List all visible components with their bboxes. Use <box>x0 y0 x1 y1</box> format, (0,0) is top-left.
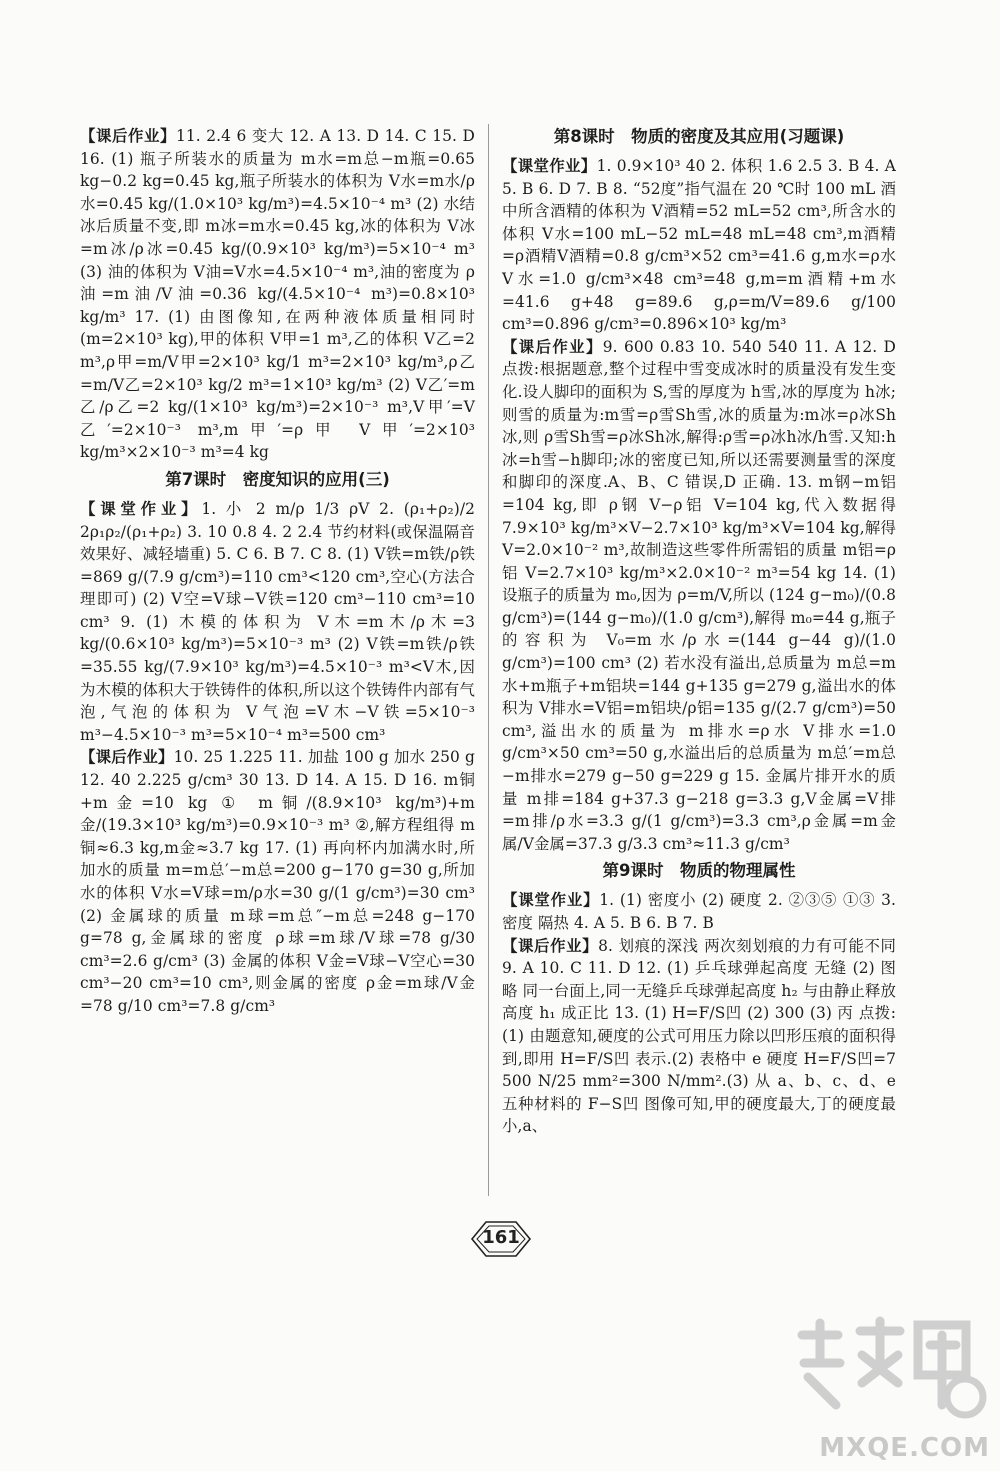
answer-text: 10. 25 1.225 11. 加盐 100 g 加水 250 g 12. 40 2.225 g/cm³ 30 13. D 14. A 15. D 16. m铜+m金=10 kg ① m铜/(8.9×10³ kg/m³)+m金/(19.3×10³ kg/m³)=0.9×10⁻³ m³ ②,解方程组得 m铜≈6.3 kg,m金≈3.7 kg 17. (1) 再向杯内加满水时,所加水的质量 m=m总′−m总=200 g−170 g=30 g,所加水的体积 V水=V球=m/ρ水=30 g/(1 g/cm³)=30 cm³ (2) 金属球的质量 m球=m总″−m总=248 g−170 g=78 g,金属球的密度 ρ球=m球/V球=78 g/30 cm³=2.6 g/cm³ (3) 金属的体积 V金=V球−V空心=30 cm³−20 cm³=10 cm³,则金属的密度 ρ金=m球/V金=78 g/10 cm³=7.8 g/cm³ <box>80 748 475 1015</box>
lesson8-classwork-answers <box>502 155 896 336</box>
page-number: 161 <box>482 1227 520 1248</box>
section-tag: 【课堂作业】 <box>502 891 600 910</box>
left-column <box>80 125 475 1018</box>
answer-text: 1. (1) 密度小 (2) 硬度 2. ②③⑤ ①③ 3. 密度 隔热 4. A 5. B 6. B 7. B <box>502 891 896 932</box>
lesson8-homework-answers <box>502 336 896 856</box>
column-divider <box>488 124 489 1196</box>
lesson9-classwork-answers <box>502 889 896 934</box>
lesson8-heading: 第8课时 物质的密度及其应用(习题课) <box>553 127 845 146</box>
answer-text: 1. 小 2 m/ρ 1/3 ρV 2. (ρ₁+ρ₂)/2 2ρ₁ρ₂/(ρ₁+ρ₂) 3. 10 0.8 4. 2 2.4 节约材料(或保温隔音效果好、减轻墙重) 5. C 6. B 7. C 8. (1) V铁=m铁/ρ铁=869 g/(7.9 g/cm³)=110 cm³<120 cm³,空心(方法合理即可) (2) V空=V球−V铁=120 cm³−110 cm³=10 cm³ 9. (1) 木模的体积为 V木=m木/ρ木=3 kg/(0.6×10³ kg/m³)=5×10⁻³ m³ (2) V铁=m铁/ρ铁=35.55 kg/(7.9×10³ kg/m³)=4.5×10⁻³ m³<V木,因为木模的体积大于铁铸件的体积,所以这个铁铸件内部有气泡,气泡的体积为 V气泡=V木−V铁=5×10⁻³ m³−4.5×10⁻³ m³=5×10⁻⁴ m³=500 cm³ <box>80 499 475 744</box>
section-tag: 【课后作业】 <box>502 337 603 356</box>
answer-text: 9. 600 0.83 10. 540 540 11. A 12. D 点拨:根据题意,整个过程中雪变成冰时的质量没有发生变化.设人脚印的面积为 S,雪的厚度为 h雪,冰的厚度为 h冰;则雪的质量为:m雪=ρ雪Sh雪,冰的质量为:m冰=ρ冰Sh冰,则 ρ雪Sh雪=ρ冰Sh冰,解得:ρ雪=ρ冰h冰/h雪.又知:h冰=h雪−h脚印;冰的密度已知,所以还需要测量雪的深度和脚印的深度.A、B、C 错误,D 正确. 13. m钢−m铝=104 kg,即 ρ钢 V−ρ铝 V=104 kg,代入数据得 7.9×10³ kg/m³×V−2.7×10³ kg/m³×V=104 kg,解得 V=2.0×10⁻² m³,故制造这些零件所需铝的质量 m铝=ρ铝 V=2.7×10³ kg/m³×2.0×10⁻² m³=54 kg 14. (1) 设瓶子的质量为 m₀,因为 ρ=m/V,所以 (124 g−m₀)/(0.8 g/cm³)=(144 g−m₀)/(1.0 g/cm³),解得 m₀=44 g,瓶子的容积为 V₀=m水/ρ水=(144 g−44 g)/(1.0 g/cm³)=100 cm³ (2) 若水没有溢出,总质量为 m总=m水+m瓶子+m铝块=144 g+135 g=279 g,溢出水的体积为 V排水=V铝=m铝块/ρ铝=135 g/(2.7 g/cm³)=50 cm³,溢出水的质量为 m排水=ρ水 V排水=1.0 g/cm³×50 cm³=50 g,水溢出后的总质量为 m总′=m总−m排水=279 g−50 g=229 g 15. 金属片排开水的质量 m排=184 g+37.3 g−218 g=3.3 g,V金属=V排=m排/ρ水=3.3 g/(1 g/cm³)=3.3 cm³,ρ金属=m金属/V金属=37.3 g/3.3 cm³≈11.3 g/cm³ <box>502 337 896 853</box>
lesson7-classwork-answers <box>80 498 475 747</box>
section-tag: 【课后作业】 <box>502 936 599 955</box>
watermark <box>790 1305 990 1465</box>
lesson7-heading: 第7课时 密度知识的应用(三) <box>165 469 390 489</box>
section-tag: 【课后作业】 <box>80 127 176 145</box>
lesson9-homework-answers <box>502 935 896 1138</box>
page-number-badge <box>468 1218 534 1260</box>
watermark-logo-icon <box>790 1305 990 1430</box>
section-tag: 【课堂作业】 <box>502 157 597 175</box>
lesson6-homework-answers <box>80 125 475 464</box>
answer-text: 11. 2.4 6 变大 12. A 13. D 14. C 15. D 16. (1) 瓶子所装水的质量为 m水=m总−m瓶=0.65 kg−0.2 kg=0.45 kg,瓶子所装水的体积为 V水=m水/ρ水=0.45 kg/(1.0×10³ kg/m³)=4.5×10⁻⁴ m³ (2) 水结冰后质量不变,即 m冰=m水=0.45 kg,冰的体积为 V冰=m冰/ρ冰=0.45 kg/(0.9×10³ kg/m³)=5×10⁻⁴ m³ (3) 油的体积为 V油=V水=4.5×10⁻⁴ m³,油的密度为 ρ油=m油/V油=0.36 kg/(4.5×10⁻⁴ m³)=0.8×10³ kg/m³ 17. (1) 由图像知,在两种液体质量相同时(m=2×10³ kg),甲的体积 V甲=1 m³,乙的体积 V乙=2 m³,ρ甲=m/V甲=2×10³ kg/1 m³=2×10³ kg/m³,ρ乙=m/V乙=2×10³ kg/2 m³=1×10³ kg/m³ (2) V乙′=m乙/ρ乙=2 kg/(1×10³ kg/m³)=2×10⁻³ m³,V甲′=V乙′=2×10⁻³ m³,m甲′=ρ甲 V甲′=2×10³ kg/m³×2×10⁻³ m³=4 kg <box>80 127 475 462</box>
answer-text: 8. 划痕的深浅 两次刻划痕的力有可能不同 9. A 10. C 11. D 12. (1) 乒乓球弹起高度 无缝 (2) 图略 同一台面上,同一无缝乒乓球弹起高度 h₂ 与由静止释放高度 h₁ 成正比 13. (1) H=F/S凹 (2) 300 (3) 丙 点拨:(1) 由题意知,硬度的公式可用压力除以凹形压痕的面积得到,即用 H=F/S凹 表示.(2) 表格中 e 硬度 H=F/S凹=7 500 N/25 mm²=300 N/mm².(3) 从 a、b、c、d、e 五种材料的 F−S凹 图像可知,甲的硬度最大,丁的硬度最小,a、 <box>502 936 896 1136</box>
section-tag: 【课堂作业】 <box>80 499 202 518</box>
watermark-url: MXQE.COM <box>819 1433 990 1463</box>
lesson7-homework-answers <box>80 746 475 1017</box>
right-column <box>502 125 896 1138</box>
answer-text: 1. 0.9×10³ 40 2. 体积 1.6 2.5 3. B 4. A 5. B 6. D 7. B 8. “52度”指气温在 20 ℃时 100 mL 酒中所含酒精的体积为 V酒精=52 mL=52 cm³,所含水的体积 V水=100 mL−52 mL=48 mL=48 cm³,m酒精=ρ酒精V酒精=0.8 g/cm³×52 cm³=41.6 g,m水=ρ水V水=1.0 g/cm³×48 cm³=48 g,m=m酒精+m水=41.6 g+48 g=89.6 g,ρ=m/V=89.6 g/100 cm³=0.896 g/cm³=0.896×10³ kg/m³ <box>502 157 896 334</box>
section-tag: 【课后作业】 <box>80 748 174 767</box>
lesson9-heading: 第9课时 物质的物理属性 <box>602 861 796 881</box>
